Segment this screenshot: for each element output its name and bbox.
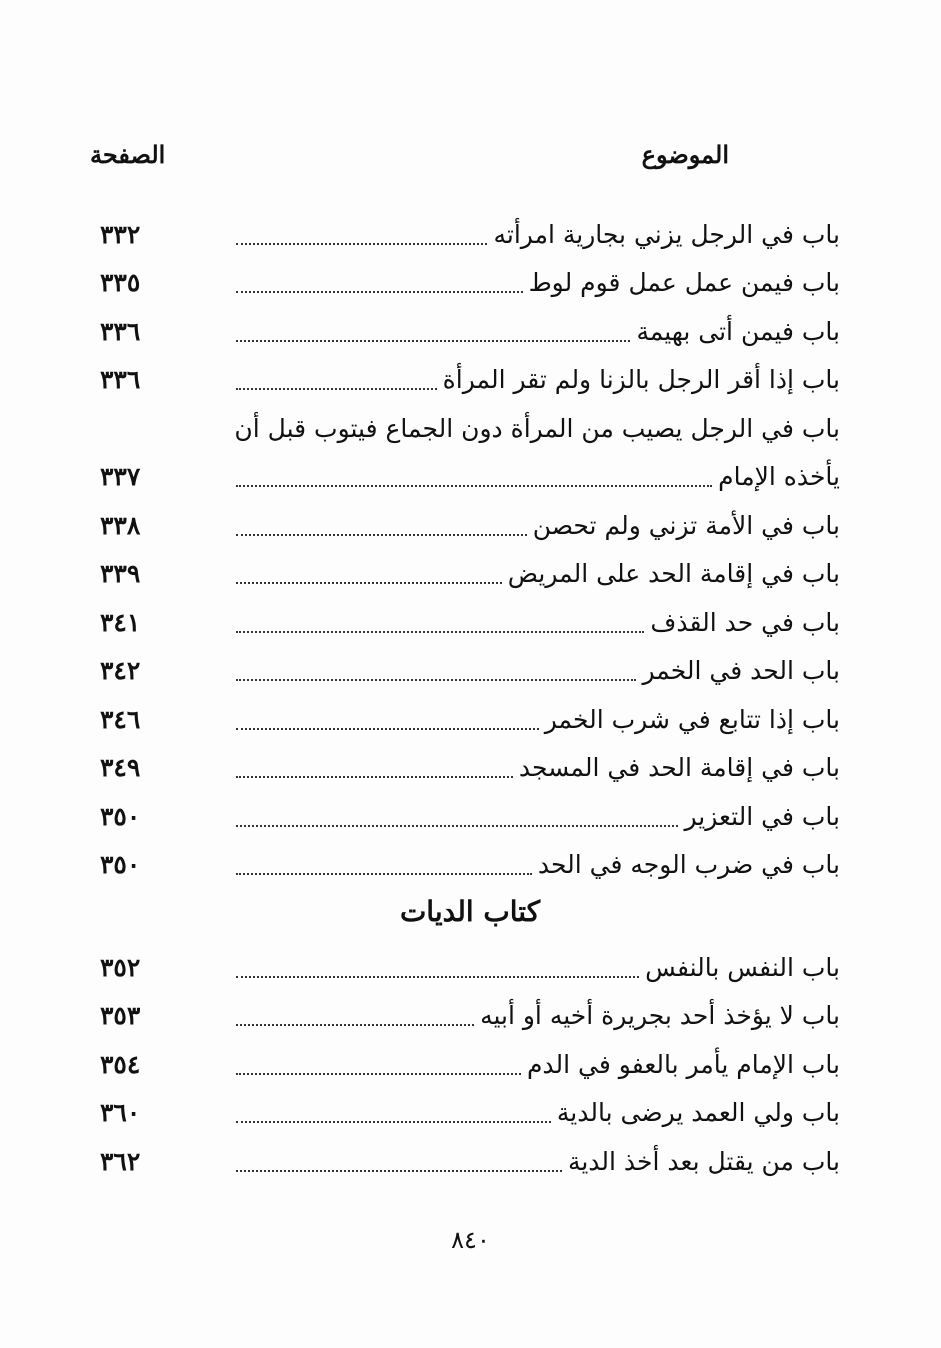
dot-leader bbox=[236, 581, 502, 584]
entry-title: باب في حد القذف bbox=[650, 607, 840, 637]
toc-entry bbox=[100, 788, 840, 837]
toc-entry bbox=[100, 303, 840, 352]
dot-leader bbox=[236, 533, 527, 536]
toc-entry bbox=[100, 988, 840, 1037]
toc-entry bbox=[100, 546, 840, 595]
entry-page: ٣٥٤ bbox=[100, 1049, 141, 1079]
toc-entry bbox=[100, 1036, 840, 1085]
entry-page: ٣٥٠ bbox=[100, 850, 141, 879]
toc-entry bbox=[100, 255, 840, 304]
toc-header bbox=[80, 140, 841, 184]
entry-title: باب من يقتل بعد أخذ الدية bbox=[567, 1146, 840, 1176]
entry-page: ٣٤٩ bbox=[100, 753, 141, 782]
entry-page: ٣٤١ bbox=[100, 607, 141, 637]
entry-page: ٣٣٨ bbox=[100, 510, 141, 540]
entry-page: ٣٥٠ bbox=[100, 801, 141, 831]
entry-title: باب في الرجل يصيب من المرأة دون الجماع فيتوب قبل أن bbox=[234, 413, 840, 443]
page-number: ٨٤٠ bbox=[451, 1226, 490, 1254]
section-heading: كتاب الديات bbox=[399, 895, 541, 928]
topic-column-heading: الموضوع bbox=[641, 140, 729, 169]
entry-title: باب فيمن أتى بهيمة bbox=[636, 316, 840, 346]
toc-entry-continued bbox=[100, 400, 840, 449]
entry-page: ٣٣٦ bbox=[100, 316, 141, 346]
entry-title: باب إذا تتابع في شرب الخمر bbox=[544, 704, 840, 734]
toc-entry bbox=[100, 449, 840, 498]
entry-page: ٣٣٩ bbox=[100, 559, 141, 588]
toc-entry bbox=[100, 939, 840, 988]
dot-leader bbox=[236, 975, 639, 978]
entry-page: ٣٦٢ bbox=[100, 1146, 141, 1176]
toc-entry bbox=[100, 594, 840, 643]
entry-title: باب في الرجل يزني بجارية امرأته bbox=[493, 219, 840, 249]
dot-leader bbox=[236, 678, 636, 681]
dot-leader bbox=[236, 290, 523, 293]
entry-title: باب لا يؤخذ أحد بجريرة أخيه أو أبيه bbox=[480, 1001, 840, 1030]
dot-leader bbox=[236, 1072, 521, 1075]
entry-page: ٣٥٣ bbox=[100, 1001, 141, 1030]
entry-page: ٣٣٦ bbox=[100, 365, 141, 394]
dot-leader bbox=[236, 242, 487, 245]
toc-entry bbox=[100, 837, 840, 886]
toc-entry bbox=[100, 352, 840, 401]
entry-title: باب في ضرب الوجه في الحد bbox=[537, 850, 840, 879]
toc-entry bbox=[100, 643, 840, 692]
dot-leader bbox=[236, 872, 532, 875]
entry-title: باب إذا أقر الرجل بالزنا ولم تقر المرأة bbox=[442, 365, 840, 394]
toc-entry bbox=[100, 740, 840, 789]
toc-entry bbox=[100, 691, 840, 740]
dot-leader bbox=[236, 824, 678, 827]
dot-leader bbox=[236, 339, 630, 342]
page-column-heading: الصفحة bbox=[90, 140, 166, 169]
table-of-contents bbox=[100, 206, 840, 1182]
dot-leader bbox=[236, 1169, 562, 1172]
entry-title: باب في الأمة تزني ولم تحصن bbox=[532, 510, 840, 540]
entry-page: ٣٤٦ bbox=[100, 704, 141, 734]
dot-leader bbox=[236, 630, 644, 633]
entry-title: يأخذه الإمام bbox=[718, 462, 840, 491]
entry-title: باب النفس بالنفس bbox=[645, 952, 840, 982]
entry-page: ٣٣٢ bbox=[100, 219, 141, 249]
entry-title: باب في إقامة الحد في المسجد bbox=[518, 753, 840, 782]
entry-title: باب في إقامة الحد على المريض bbox=[507, 559, 840, 588]
dot-leader bbox=[236, 1120, 551, 1123]
dot-leader bbox=[236, 1023, 474, 1026]
entry-title: باب فيمن عمل عمل قوم لوط bbox=[528, 268, 840, 297]
toc-entry bbox=[100, 497, 840, 546]
entry-title: باب في التعزير bbox=[684, 801, 840, 831]
entry-page: ٣٣٧ bbox=[100, 462, 141, 491]
dot-leader bbox=[236, 775, 513, 778]
dot-leader bbox=[236, 727, 539, 730]
toc-entry bbox=[100, 1133, 840, 1182]
entry-page: ٣٤٢ bbox=[100, 656, 141, 685]
toc-entry bbox=[100, 1085, 840, 1134]
entry-page: ٣٥٢ bbox=[100, 952, 141, 982]
entry-page: ٣٣٥ bbox=[100, 268, 141, 297]
dot-leader bbox=[236, 387, 437, 390]
toc-entry bbox=[100, 206, 840, 255]
entry-title: باب الإمام يأمر بالعفو في الدم bbox=[526, 1049, 840, 1079]
entry-title: باب ولي العمد يرضى بالدية bbox=[556, 1098, 840, 1127]
entry-title: باب الحد في الخمر bbox=[642, 656, 840, 685]
entry-page: ٣٦٠ bbox=[100, 1098, 141, 1127]
dot-leader bbox=[236, 484, 712, 487]
